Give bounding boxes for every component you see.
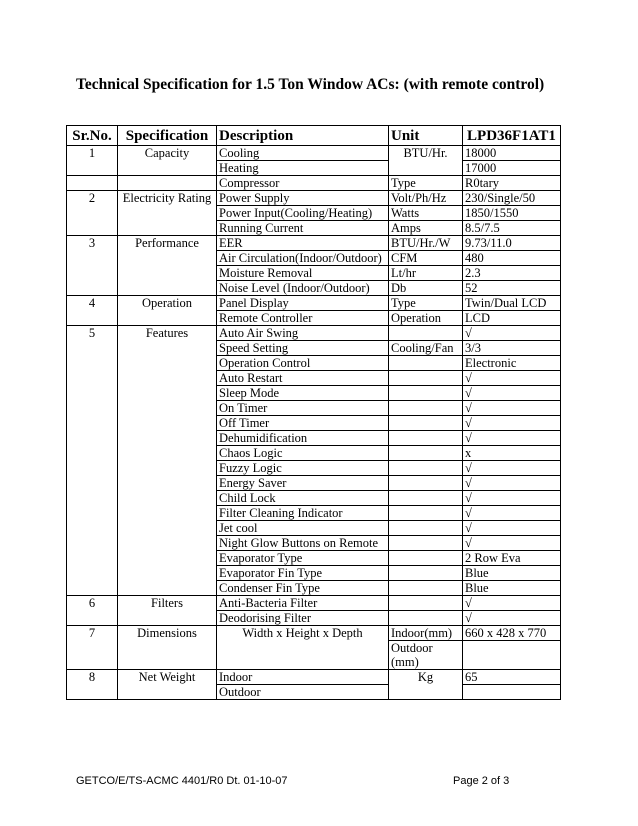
row-value: √ [463,431,561,446]
row-value: √ [463,611,561,626]
row-description: Power Supply [217,191,389,206]
row-description: Heating [217,161,389,176]
row-description: Panel Display [217,296,389,311]
row-value: Electronic [463,356,561,371]
row-value: √ [463,491,561,506]
row-unit [389,326,463,341]
row-number: 7 [67,626,118,670]
row-value: Blue [463,566,561,581]
row-value: √ [463,476,561,491]
row-unit [389,596,463,611]
row-description: Sleep Mode [217,386,389,401]
row-unit: Outdoor (mm) [389,641,463,670]
table-row [67,670,561,685]
row-specification: Capacity [118,146,217,176]
row-value: 17000 [463,161,561,176]
footer-doc-ref: GETCO/E/TS-ACMC 4401/R0 Dt. 01-10-07 [76,775,288,787]
row-number: 4 [67,296,118,326]
row-value: R0tary [463,176,561,191]
row-value: 18000 [463,146,561,161]
row-specification: Net Weight [118,670,217,700]
header-description: Description [217,126,389,146]
row-description: Indoor [217,670,389,685]
row-value [463,641,561,670]
row-value: 8.5/7.5 [463,221,561,236]
row-number: 6 [67,596,118,626]
row-value: √ [463,536,561,551]
row-description: Noise Level (Indoor/Outdoor) [217,281,389,296]
row-unit: Type [389,176,463,191]
row-description: Running Current [217,221,389,236]
row-description: Operation Control [217,356,389,371]
table-row [67,326,561,341]
row-value: 65 [463,670,561,685]
row-unit [389,521,463,536]
row-description: Auto Restart [217,371,389,386]
row-value: √ [463,371,561,386]
table-row [67,191,561,206]
row-description: Off Timer [217,416,389,431]
row-unit [389,611,463,626]
row-value: √ [463,596,561,611]
row-specification: Filters [118,596,217,626]
row-unit: Db [389,281,463,296]
row-number: 2 [67,191,118,236]
row-unit [389,401,463,416]
row-unit [389,476,463,491]
row-unit [389,356,463,371]
row-specification: Electricity Rating [118,191,217,236]
row-description: Outdoor [217,685,389,700]
row-description: Evaporator Type [217,551,389,566]
row-value: 1850/1550 [463,206,561,221]
row-unit: Operation [389,311,463,326]
row-unit: Kg [389,670,463,700]
row-value: √ [463,416,561,431]
row-description: Moisture Removal [217,266,389,281]
row-number: 1 [67,146,118,176]
row-description: Power Input(Cooling/Heating) [217,206,389,221]
row-unit [389,551,463,566]
row-description: Width x Height x Depth [217,626,389,670]
row-unit: Watts [389,206,463,221]
table-row [67,146,561,161]
row-description: On Timer [217,401,389,416]
row-unit [389,416,463,431]
row-description: Energy Saver [217,476,389,491]
row-value: x [463,446,561,461]
row-value: 2 Row Eva [463,551,561,566]
table-row [67,176,561,191]
row-value: 660 x 428 x 770 [463,626,561,641]
row-description: Compressor [217,176,389,191]
header-unit: Unit [389,126,463,146]
row-specification: Operation [118,296,217,326]
row-specification: Features [118,326,217,596]
row-description: Jet cool [217,521,389,536]
row-unit [389,446,463,461]
row-description: EER [217,236,389,251]
row-description: Evaporator Fin Type [217,566,389,581]
row-description: Night Glow Buttons on Remote [217,536,389,551]
header-row [67,126,561,146]
row-value: LCD [463,311,561,326]
page-title: Technical Specification for 1.5 Ton Window ACs: (with remote control) [76,76,545,93]
row-description: Chaos Logic [217,446,389,461]
row-value: √ [463,386,561,401]
row-unit [389,566,463,581]
row-unit [389,506,463,521]
row-unit [389,371,463,386]
row-unit [389,581,463,596]
row-specification [118,176,217,191]
row-number: 5 [67,326,118,596]
row-unit: Type [389,296,463,311]
row-value: 480 [463,251,561,266]
row-description: Dehumidification [217,431,389,446]
table-row [67,626,561,641]
row-value: √ [463,506,561,521]
row-value: √ [463,461,561,476]
header-specification: Specification [118,126,217,146]
row-value: √ [463,401,561,416]
row-value: 9.73/11.0 [463,236,561,251]
row-value: √ [463,521,561,536]
row-unit [389,536,463,551]
row-specification: Performance [118,236,217,296]
row-unit [389,461,463,476]
row-unit [389,491,463,506]
table-row [67,596,561,611]
row-description: Condenser Fin Type [217,581,389,596]
row-unit: Lt/hr [389,266,463,281]
row-description: Child Lock [217,491,389,506]
row-unit: Volt/Ph/Hz [389,191,463,206]
row-number: 8 [67,670,118,700]
spec-table [66,125,561,700]
row-unit: BTU/Hr./W [389,236,463,251]
row-description: Anti-Bacteria Filter [217,596,389,611]
table-row [67,296,561,311]
row-description: Air Circulation(Indoor/Outdoor) [217,251,389,266]
row-unit [389,386,463,401]
row-description: Filter Cleaning Indicator [217,506,389,521]
row-unit: Cooling/Fan [389,341,463,356]
row-description: Fuzzy Logic [217,461,389,476]
row-unit: BTU/Hr. [389,146,463,176]
header-srno: Sr.No. [67,126,118,146]
row-description: Deodorising Filter [217,611,389,626]
row-number [67,176,118,191]
row-description: Remote Controller [217,311,389,326]
row-value: Blue [463,581,561,596]
row-value: Twin/Dual LCD [463,296,561,311]
footer-page-number: Page 2 of 3 [453,775,510,787]
row-specification: Dimensions [118,626,217,670]
row-description: Speed Setting [217,341,389,356]
row-value: 3/3 [463,341,561,356]
row-value: 2.3 [463,266,561,281]
row-value: 230/Single/50 [463,191,561,206]
row-description: Auto Air Swing [217,326,389,341]
row-description: Cooling [217,146,389,161]
row-unit [389,431,463,446]
row-value: 52 [463,281,561,296]
row-unit: Amps [389,221,463,236]
row-value [463,685,561,700]
row-value: √ [463,326,561,341]
row-number: 3 [67,236,118,296]
row-unit: Indoor(mm) [389,626,463,641]
header-model: LPD36F1AT1 [463,126,561,146]
row-unit: CFM [389,251,463,266]
table-row [67,236,561,251]
